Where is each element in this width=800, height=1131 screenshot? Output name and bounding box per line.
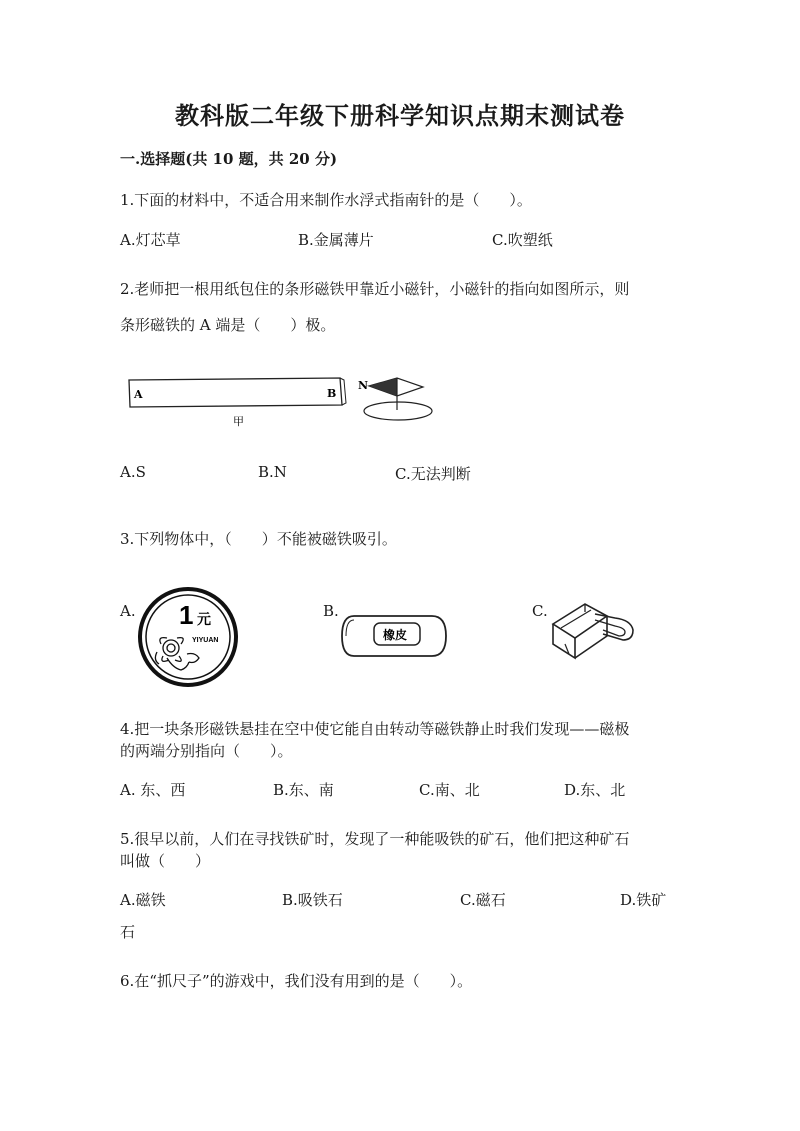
coin-pinyin-text: YIYUAN <box>192 637 219 644</box>
compass-needle-figure <box>355 372 435 432</box>
q2-option-a: A.S <box>120 463 146 481</box>
q3-option-c-letter: C. <box>532 602 548 620</box>
eraser-icon <box>340 612 450 660</box>
q3-option-b-letter: B. <box>323 602 339 620</box>
q1-option-c: C.吹塑纸 <box>492 231 553 249</box>
eraser-label-text: 橡皮 <box>383 628 408 642</box>
question-1-text: 1.下面的材料中，不适合用来制作水浮式指南针的是（ ）。 <box>120 191 532 209</box>
magnet-name-label: 甲 <box>233 415 244 428</box>
q3-option-a-letter: A. <box>120 602 136 620</box>
q4-option-d: D.东、北 <box>564 781 626 799</box>
question-3-text: 3.下列物体中，（ ）不能被磁铁吸引。 <box>120 530 397 548</box>
question-5-text-line1: 5.很早以前，人们在寻找铁矿时，发现了一种能吸铁的矿石，他们把这种矿石 <box>120 830 630 848</box>
question-2-text-line1: 2.老师把一根用纸包住的条形磁铁甲靠近小磁针，小磁针的指向如图所示，则 <box>120 280 630 298</box>
page-title: 教科版二年级下册科学知识点期末测试卷 <box>175 101 625 130</box>
question-5-text-line2: 叫做（ ） <box>120 852 211 870</box>
q5-option-d: D.铁矿 <box>620 891 667 909</box>
section-heading: 一.选择题(共 10 题，共 20 分) <box>120 150 338 168</box>
q2-option-b: B.N <box>258 463 287 481</box>
q4-option-c: C.南、北 <box>419 781 480 799</box>
magnet-end-a-label: A <box>134 388 143 401</box>
q4-option-b: B.东、南 <box>273 781 334 799</box>
question-4-text-line1: 4.把一块条形磁铁悬挂在空中使它能自由转动等磁铁静止时我们发现——磁极 <box>120 720 630 738</box>
binder-clip-icon <box>545 598 645 664</box>
coin-value-text: 1 <box>179 600 194 630</box>
q5-option-a: A.磁铁 <box>120 891 166 909</box>
question-6-text: 6.在“抓尺子”的游戏中，我们没有用到的是（ ）。 <box>120 972 473 990</box>
coin-unit-text: 元 <box>197 612 211 628</box>
magnet-end-b-label: B <box>327 387 337 400</box>
q1-option-b: B.金属薄片 <box>298 231 374 249</box>
q2-option-c: C.无法判断 <box>395 465 471 483</box>
coin-icon <box>137 586 239 688</box>
q5-option-d-wrap: 石 <box>120 923 136 941</box>
needle-n-label: N <box>358 379 369 392</box>
question-4-text-line2: 的两端分别指向（ ）。 <box>120 742 293 760</box>
q4-option-a: A. 东、西 <box>120 781 186 799</box>
question-2-text-line2: 条形磁铁的 A 端是（ ）极。 <box>120 316 336 334</box>
q1-option-a: A.灯芯草 <box>120 231 181 249</box>
q5-option-b: B.吸铁石 <box>282 891 343 909</box>
q5-option-c: C.磁石 <box>460 891 506 909</box>
